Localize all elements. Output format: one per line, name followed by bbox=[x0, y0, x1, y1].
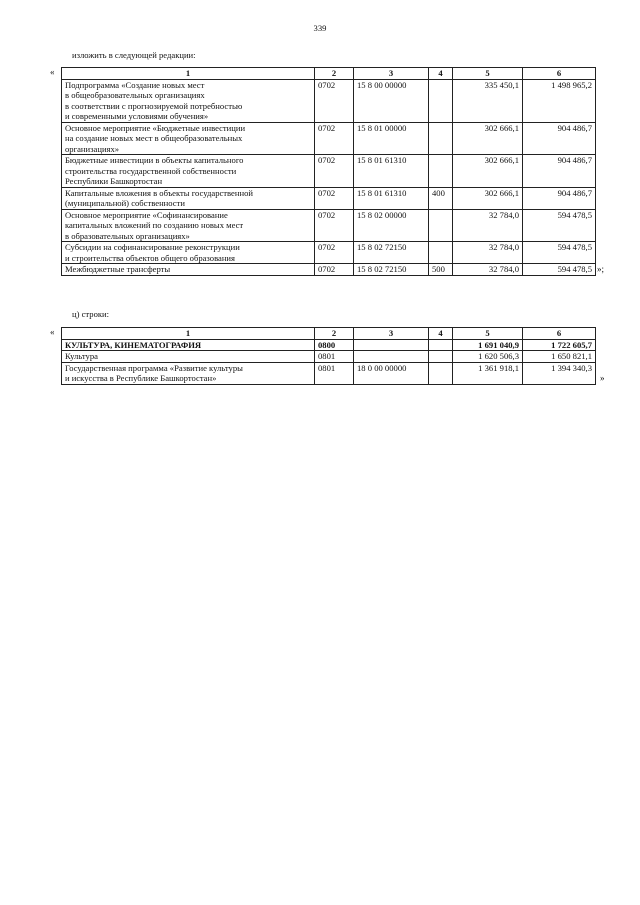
header-cell: 6 bbox=[523, 68, 596, 80]
section2-intro: ц) строки: bbox=[72, 309, 110, 319]
table-header-row bbox=[62, 328, 596, 340]
amount-year1-cell: 302 666,1 bbox=[453, 155, 523, 188]
header-cell: 4 bbox=[429, 68, 453, 80]
table-row bbox=[62, 242, 596, 264]
expense-type-cell bbox=[429, 155, 453, 188]
row-name-line: и современными условиями обучения» bbox=[65, 111, 209, 121]
expense-type-cell: 500 bbox=[429, 264, 453, 276]
row-name-line: в соответствии с прогнозируемой потребностью bbox=[65, 100, 243, 111]
section-code-cell: 0702 bbox=[315, 155, 354, 188]
row-name-line: организациях» bbox=[65, 143, 120, 154]
row-name-cell bbox=[62, 79, 315, 122]
amount-year2-cell: 594 478,5 bbox=[523, 264, 596, 276]
table-row bbox=[62, 339, 596, 351]
amount-year2-cell: 904 486,7 bbox=[523, 155, 596, 188]
section2-close-quote: » bbox=[600, 372, 605, 383]
section-code-cell: 0702 bbox=[315, 264, 354, 276]
row-name-cell bbox=[62, 362, 315, 384]
row-name-line: Подпрограмма «Создание новых мест bbox=[65, 79, 205, 90]
target-article-cell: 18 0 00 00000 bbox=[354, 362, 429, 384]
row-name-cell bbox=[62, 155, 315, 188]
amount-year1-cell: 302 666,1 bbox=[453, 187, 523, 209]
row-name-line: капитальных вложений по созданию новых мест bbox=[65, 220, 244, 230]
header-cell: 3 bbox=[354, 328, 429, 340]
amount-year2-cell: 1 650 821,1 bbox=[523, 351, 596, 363]
amount-year1-cell: 32 784,0 bbox=[453, 264, 523, 276]
section-code-cell: 0801 bbox=[315, 351, 354, 363]
row-name-line: в образовательных организациях» bbox=[65, 230, 190, 241]
section-code-cell: 0702 bbox=[315, 209, 354, 242]
expense-type-cell bbox=[429, 351, 453, 363]
row-name-line: (муниципальной) собственности bbox=[65, 198, 185, 208]
row-name-line: Республики Башкортостан bbox=[65, 176, 163, 186]
section-code-cell: 0801 bbox=[315, 362, 354, 384]
row-name-cell bbox=[62, 187, 315, 209]
row-name-line: Государственная программа «Развитие культуры bbox=[65, 362, 243, 373]
section1-open-quote: « bbox=[50, 67, 55, 77]
target-article-cell bbox=[354, 339, 429, 351]
row-name-line: Основное мероприятие «Бюджетные инвестиции bbox=[65, 122, 246, 133]
row-name-cell bbox=[62, 264, 315, 276]
section-code-cell: 0702 bbox=[315, 242, 354, 264]
header-cell: 1 bbox=[62, 68, 315, 80]
row-name-line: на создание новых мест в общеобразовательных bbox=[65, 133, 243, 143]
target-article-cell: 15 8 02 00000 bbox=[354, 209, 429, 242]
row-name-cell bbox=[62, 242, 315, 264]
row-name-line: КУЛЬТУРА, КИНЕМАТОГРАФИЯ bbox=[65, 339, 202, 350]
row-name-line: и искусства в Республике Башкортостан» bbox=[65, 373, 217, 383]
row-name-line: строительства государственной собственности bbox=[65, 165, 237, 176]
amount-year1-cell: 32 784,0 bbox=[453, 209, 523, 242]
expense-type-cell bbox=[429, 242, 453, 264]
expense-type-cell bbox=[429, 209, 453, 242]
expense-type-cell bbox=[429, 79, 453, 122]
table-row bbox=[62, 187, 596, 209]
table-row bbox=[62, 209, 596, 242]
table-row bbox=[62, 122, 596, 155]
header-cell: 3 bbox=[354, 68, 429, 80]
row-name-line: Капитальные вложения в объекты государственной bbox=[65, 187, 253, 198]
expense-type-cell bbox=[429, 339, 453, 351]
amount-year2-cell: 904 486,7 bbox=[523, 187, 596, 209]
expense-type-cell: 400 bbox=[429, 187, 453, 209]
amount-year2-cell: 594 478,5 bbox=[523, 242, 596, 264]
amount-year2-cell: 1 394 340,3 bbox=[523, 362, 596, 384]
amount-year1-cell: 32 784,0 bbox=[453, 242, 523, 264]
expense-type-cell bbox=[429, 362, 453, 384]
header-cell: 6 bbox=[523, 328, 596, 340]
header-cell: 2 bbox=[315, 328, 354, 340]
row-name-line: Субсидии на софинансирование реконструкции bbox=[65, 242, 240, 252]
table-row bbox=[62, 155, 596, 188]
header-cell: 1 bbox=[62, 328, 315, 340]
amount-year2-cell: 594 478,5 bbox=[523, 209, 596, 242]
section2-open-quote: « bbox=[50, 327, 55, 337]
row-name-cell bbox=[62, 122, 315, 155]
row-name-cell bbox=[62, 339, 315, 351]
table-row bbox=[62, 351, 596, 363]
target-article-cell: 15 8 00 00000 bbox=[354, 79, 429, 122]
amount-year1-cell: 335 450,1 bbox=[453, 79, 523, 122]
header-cell: 5 bbox=[453, 68, 523, 80]
target-article-cell: 15 8 01 00000 bbox=[354, 122, 429, 155]
table-row bbox=[62, 362, 596, 384]
target-article-cell: 15 8 01 61310 bbox=[354, 187, 429, 209]
header-cell: 4 bbox=[429, 328, 453, 340]
target-article-cell: 15 8 02 72150 bbox=[354, 264, 429, 276]
row-name-line: Бюджетные инвестиции в объекты капитального bbox=[65, 155, 244, 165]
row-name-line: Основное мероприятие «Софинансирование bbox=[65, 209, 228, 220]
row-name-line: Межбюджетные трансферты bbox=[65, 264, 171, 274]
section-code-cell: 0702 bbox=[315, 79, 354, 122]
row-name-line: Культура bbox=[65, 351, 98, 361]
section1-intro: изложить в следующей редакции: bbox=[72, 50, 196, 60]
amount-year2-cell: 1 722 605,7 bbox=[523, 339, 596, 351]
row-name-line: в общеобразовательных организациях bbox=[65, 90, 205, 100]
row-name-cell bbox=[62, 209, 315, 242]
amount-year2-cell: 904 486,7 bbox=[523, 122, 596, 155]
amount-year1-cell: 1 620 506,3 bbox=[453, 351, 523, 363]
page-number: 339 bbox=[313, 23, 327, 33]
section-code-cell: 0702 bbox=[315, 122, 354, 155]
target-article-cell bbox=[354, 351, 429, 363]
amount-year1-cell: 1 361 918,1 bbox=[453, 362, 523, 384]
target-article-cell: 15 8 02 72150 bbox=[354, 242, 429, 264]
header-cell: 2 bbox=[315, 68, 354, 80]
row-name-line: и строительства объектов общего образования bbox=[65, 252, 235, 263]
row-name-cell bbox=[62, 351, 315, 363]
section-code-cell: 0800 bbox=[315, 339, 354, 351]
amount-year2-cell: 1 498 965,2 bbox=[523, 79, 596, 122]
table-row bbox=[62, 79, 596, 122]
section-code-cell: 0702 bbox=[315, 187, 354, 209]
amount-year1-cell: 302 666,1 bbox=[453, 122, 523, 155]
section1-close-quote: »; bbox=[597, 263, 605, 274]
budget-table-culture bbox=[61, 327, 596, 385]
expense-type-cell bbox=[429, 122, 453, 155]
table-row bbox=[62, 264, 596, 276]
target-article-cell: 15 8 01 61310 bbox=[354, 155, 429, 188]
table-header-row bbox=[62, 68, 596, 80]
amount-year1-cell: 1 691 040,9 bbox=[453, 339, 523, 351]
header-cell: 5 bbox=[453, 328, 523, 340]
budget-table-education bbox=[61, 67, 596, 276]
